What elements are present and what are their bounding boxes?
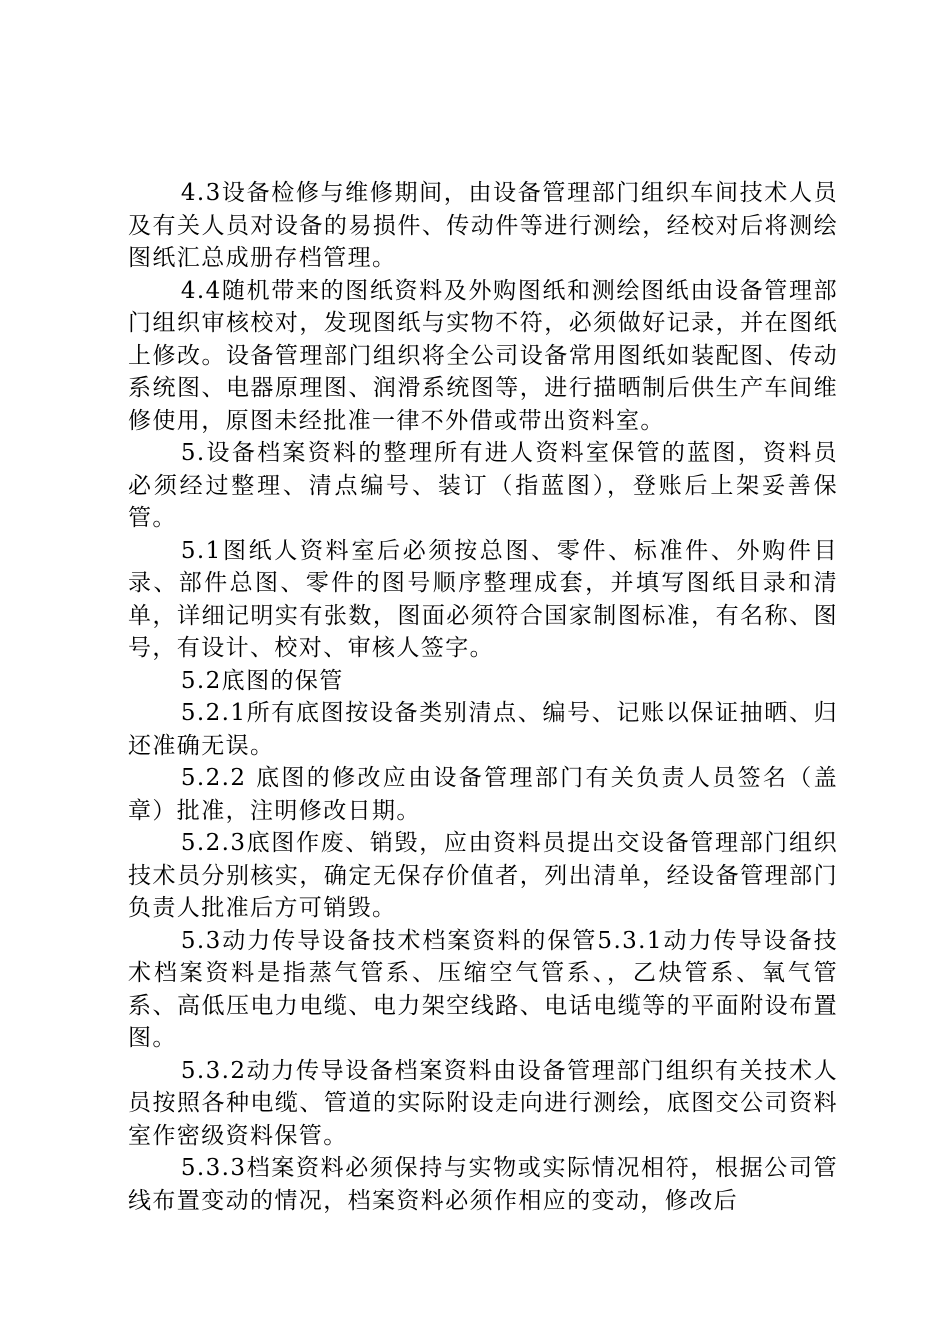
paragraph-5-3: 5.3动力传导设备技术档案资料的保管5.3.1动力传导设备技术档案资料是指蒸气管系、压缩空气管系、，乙炔管系、氧气管系、高低压电力电缆、电力架空线路、电话电缆等的平面附设布置图。 bbox=[128, 927, 838, 1051]
paragraph-5-2: 5.2底图的保管 bbox=[180, 667, 344, 694]
document-body bbox=[128, 177, 838, 1217]
paragraph-4-4: 4.4随机带来的图纸资料及外购图纸和测绘图纸由设备管理部门组织审核校对，发现图纸与实物不符，必须做好记录，并在图纸上修改。设备管理部门组织将全公司设备常用图纸如装配图、传动系统图、电器原理图、润滑系统图等，进行描晒制后供生产车间维修使用，原图未经批准一律不外借或带出资料室。 bbox=[128, 277, 838, 434]
paragraph-5-2-2: 5.2.2 底图的修改应由设备管理部门有关负责人员签名（盖章）批准，注明修改日期。 bbox=[128, 765, 838, 824]
paragraph-5-1: 5.1图纸人资料室后必须按总图、零件、标准件、外购件目录、部件总图、零件的图号顺序整理成套，并填写图纸目录和清单，详细记明实有张数，图面必须符合国家制图标准，有名称、图号，有设计、校对、审核人签字。 bbox=[128, 537, 838, 661]
paragraph-5-2-1: 5.2.1所有底图按设备类别清点、编号、记账以保证抽晒、归还准确无误。 bbox=[128, 700, 838, 759]
paragraph-5-3-3: 5.3.3档案资料必须保持与实物或实际情况相符，根据公司管线布置变动的情况，档案资料必须作相应的变动，修改后 bbox=[128, 1155, 838, 1214]
paragraph-5: 5.设备档案资料的整理所有进人资料室保管的蓝图，资料员必须经过整理、清点编号、装订（指蓝图），登账后上架妥善保管。 bbox=[128, 440, 838, 531]
paragraph-4-3: 4.3设备检修与维修期间，由设备管理部门组织车间技术人员及有关人员对设备的易损件、传动件等进行测绘，经校对后将测绘图纸汇总成册存档管理。 bbox=[128, 180, 838, 271]
paragraph-5-3-2: 5.3.2动力传导设备档案资料由设备管理部门组织有关技术人员按照各种电缆、管道的实际附设走向进行测绘，底图交公司资料室作密级资料保管。 bbox=[128, 1057, 838, 1149]
paragraph-5-2-3: 5.2.3底图作废、销毁，应由资料员提出交设备管理部门组织技术员分别核实，确定无保存价值者，列出清单，经设备管理部门负责人批准后方可销毁。 bbox=[128, 830, 838, 921]
